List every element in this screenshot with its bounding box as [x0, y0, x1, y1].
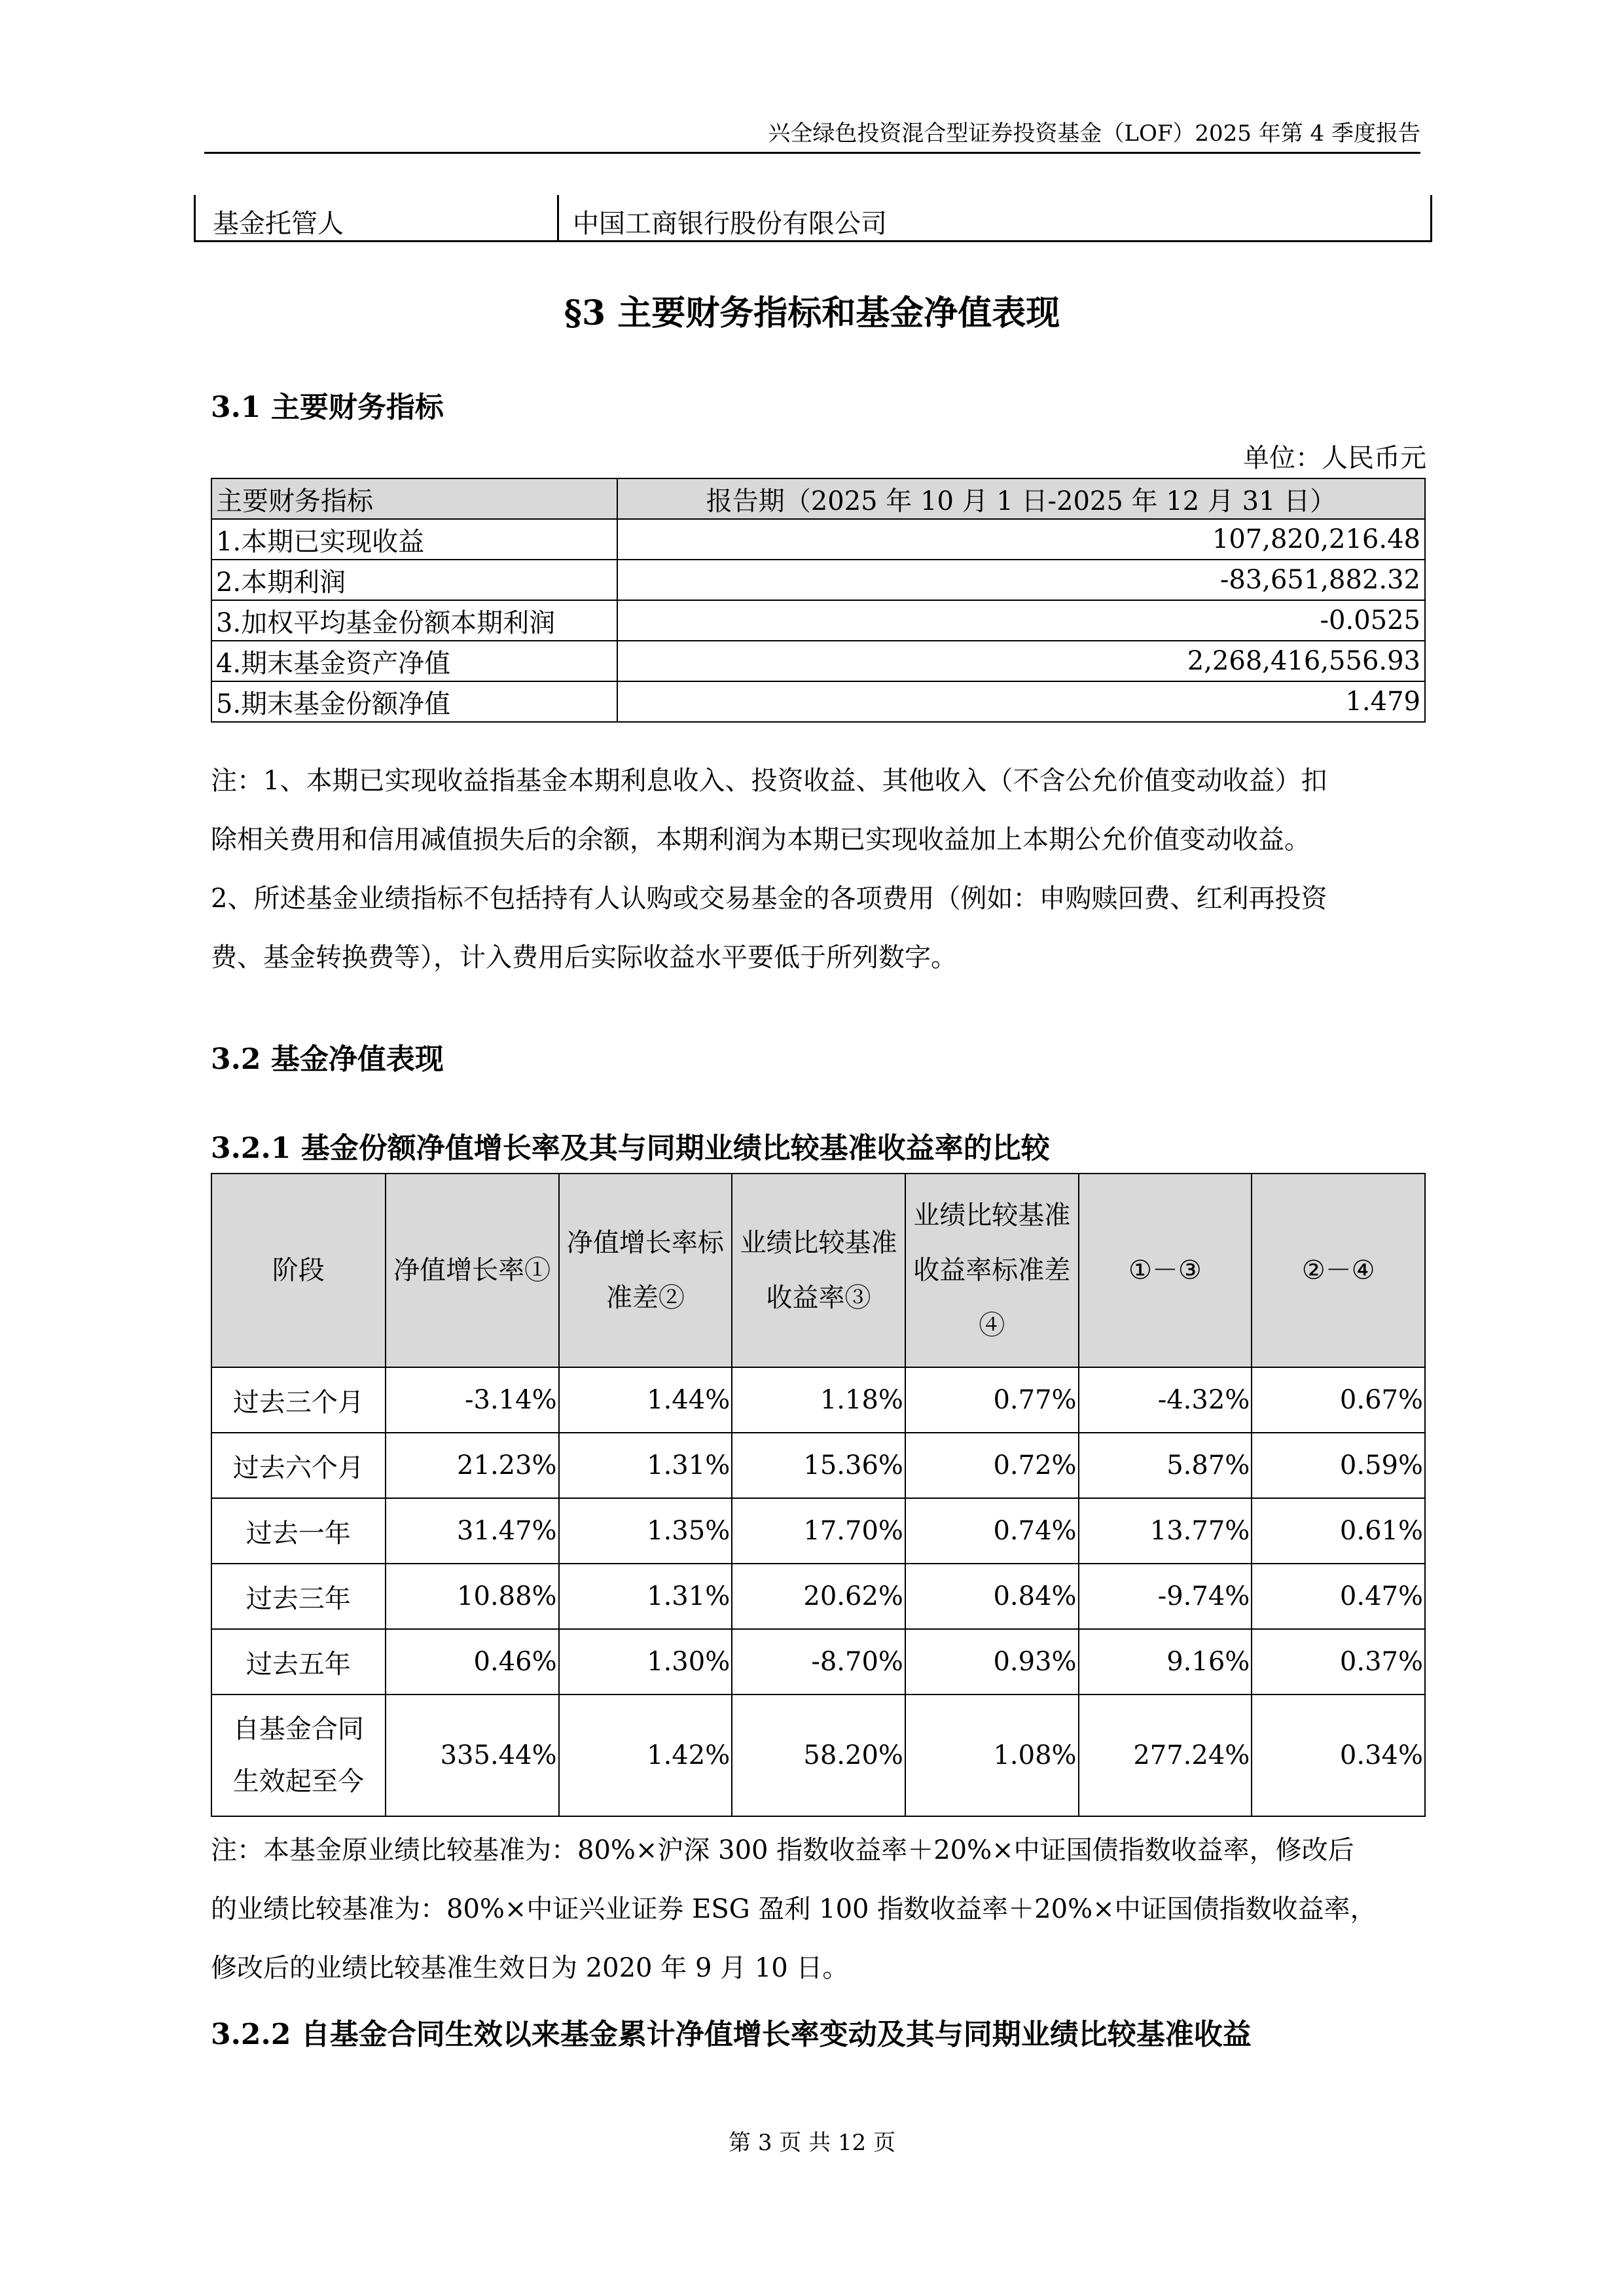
- table-header-row: [211, 1174, 1425, 1367]
- value-cell: 0.37%: [1252, 1629, 1425, 1695]
- value-cell: -4.32%: [1079, 1367, 1252, 1433]
- header-nav-stddev: 净值增长率标准差②: [559, 1174, 732, 1367]
- table-header-row: [211, 478, 1425, 519]
- row-label: 4.期末基金资产净值: [211, 641, 617, 681]
- value-cell: 1.31%: [559, 1433, 732, 1498]
- value-cell: 1.35%: [559, 1498, 732, 1564]
- value-cell: 58.20%: [732, 1695, 905, 1816]
- value-cell: 0.72%: [905, 1433, 1079, 1498]
- value-cell: -8.70%: [732, 1629, 905, 1695]
- note-1: [211, 751, 1426, 987]
- value-cell: 1.08%: [905, 1695, 1079, 1816]
- table-row: [211, 641, 1425, 681]
- report-title: 兴全绿色投资混合型证券投资基金（LOF）2025 年第 4 季度报告: [768, 120, 1420, 147]
- financial-indicators-table: [211, 478, 1426, 723]
- value-cell: 13.77%: [1079, 1498, 1252, 1564]
- value-cell: 0.47%: [1252, 1564, 1425, 1629]
- header-period: 报告期（2025 年 10 月 1 日-2025 年 12 月 31 日）: [617, 478, 1425, 519]
- row-label: 3.加权平均基金份额本期利润: [211, 600, 617, 641]
- page-header: [204, 110, 1420, 154]
- value-cell: 0.34%: [1252, 1695, 1425, 1816]
- heading-3-2-2: 3.2.2 自基金合同生效以来基金累计净值增长率变动及其与同期业绩比较基准收益: [211, 2018, 1252, 2051]
- page-footer: 第 3 页 共 12 页: [729, 2130, 895, 2156]
- table-row: [211, 1695, 1425, 1816]
- custodian-value: 中国工商银行股份有限公司: [573, 209, 887, 239]
- note-line: 注：本基金原业绩比较基准为：80%×沪深 300 指数收益率＋20%×中证国债指数收益率，修改后: [211, 1835, 1354, 1865]
- table-row: [211, 560, 1425, 600]
- value-cell: 5.87%: [1079, 1433, 1252, 1498]
- value-cell: 0.67%: [1252, 1367, 1425, 1433]
- unit-label: 单位：人民币元: [1243, 443, 1426, 473]
- value-cell: 0.84%: [905, 1564, 1079, 1629]
- stage-cell: 过去三个月: [211, 1367, 386, 1433]
- stage-cell: 过去一年: [211, 1498, 386, 1564]
- header-indicator: 主要财务指标: [211, 478, 617, 519]
- custodian-table: [194, 195, 1432, 242]
- header-stage: 阶段: [211, 1174, 386, 1367]
- heading-3-1: 3.1 主要财务指标: [211, 391, 444, 424]
- table-row: [211, 519, 1425, 560]
- value-cell: 20.62%: [732, 1564, 905, 1629]
- row-value: -0.0525: [617, 600, 1425, 641]
- value-cell: 1.42%: [559, 1695, 732, 1816]
- section-title: §3 主要财务指标和基金净值表现: [564, 293, 1060, 333]
- stage-cell: 过去五年: [211, 1629, 386, 1695]
- header-benchmark-return: 业绩比较基准收益率③: [732, 1174, 905, 1367]
- note-line: 的业绩比较基准为：80%×中证兴业证券 ESG 盈利 100 指数收益率＋20%×中证国债指数收益率，: [211, 1894, 1377, 1924]
- heading-3-2: 3.2 基金净值表现: [211, 1043, 444, 1076]
- header-diff-1-3: ①－③: [1079, 1174, 1252, 1367]
- value-cell: 9.16%: [1079, 1629, 1252, 1695]
- heading-3-2-1: 3.2.1 基金份额净值增长率及其与同期业绩比较基准收益率的比较: [211, 1132, 1050, 1165]
- value-cell: 17.70%: [732, 1498, 905, 1564]
- note-line: 2、所述基金业绩指标不包括持有人认购或交易基金的各项费用（例如：申购赎回费、红利再投资: [211, 884, 1327, 914]
- stage-cell: 过去六个月: [211, 1433, 386, 1498]
- value-cell: 0.93%: [905, 1629, 1079, 1695]
- row-value: 1.479: [617, 681, 1425, 722]
- table-row: [211, 600, 1425, 641]
- custodian-label: 基金托管人: [213, 209, 344, 239]
- table-row: [211, 1564, 1425, 1629]
- note-line: 除相关费用和信用减值损失后的余额，本期利润为本期已实现收益加上本期公允价值变动收益。: [211, 825, 1310, 855]
- value-cell: 277.24%: [1079, 1695, 1252, 1816]
- row-label: 5.期末基金份额净值: [211, 681, 617, 722]
- value-cell: 10.88%: [386, 1564, 559, 1629]
- note-line: 费、基金转换费等），计入费用后实际收益水平要低于所列数字。: [211, 942, 957, 973]
- row-label: 2.本期利润: [211, 560, 617, 600]
- value-cell: 0.59%: [1252, 1433, 1425, 1498]
- row-value: -83,651,882.32: [617, 560, 1425, 600]
- nav-performance-table: [211, 1173, 1426, 1817]
- value-cell: 1.30%: [559, 1629, 732, 1695]
- value-cell: 0.46%: [386, 1629, 559, 1695]
- value-cell: 1.18%: [732, 1367, 905, 1433]
- row-value: 107,820,216.48: [617, 519, 1425, 560]
- benchmark-note: [211, 1821, 1426, 1998]
- table-row: [211, 1433, 1425, 1498]
- value-cell: 31.47%: [386, 1498, 559, 1564]
- header-nav-growth: 净值增长率①: [386, 1174, 559, 1367]
- table-row: [211, 681, 1425, 722]
- table-row: [211, 1498, 1425, 1564]
- value-cell: -9.74%: [1079, 1564, 1252, 1629]
- value-cell: 15.36%: [732, 1433, 905, 1498]
- column-divider: [557, 195, 559, 240]
- row-value: 2,268,416,556.93: [617, 641, 1425, 681]
- row-label: 1.本期已实现收益: [211, 519, 617, 560]
- header-diff-2-4: ②－④: [1252, 1174, 1425, 1367]
- stage-cell: 自基金合同生效起至今: [211, 1695, 386, 1816]
- note-line: 修改后的业绩比较基准生效日为 2020 年 9 月 10 日。: [211, 1953, 849, 1983]
- value-cell: 0.61%: [1252, 1498, 1425, 1564]
- value-cell: 335.44%: [386, 1695, 559, 1816]
- value-cell: -3.14%: [386, 1367, 559, 1433]
- value-cell: 0.74%: [905, 1498, 1079, 1564]
- stage-cell: 过去三年: [211, 1564, 386, 1629]
- value-cell: 1.44%: [559, 1367, 732, 1433]
- table-row: [211, 1367, 1425, 1433]
- value-cell: 1.31%: [559, 1564, 732, 1629]
- table-row: [211, 1629, 1425, 1695]
- value-cell: 0.77%: [905, 1367, 1079, 1433]
- header-benchmark-stddev: 业绩比较基准收益率标准差④: [905, 1174, 1079, 1367]
- note-line: 注：1、本期已实现收益指基金本期利息收入、投资收益、其他收入（不含公允价值变动收益）扣: [211, 766, 1327, 796]
- value-cell: 21.23%: [386, 1433, 559, 1498]
